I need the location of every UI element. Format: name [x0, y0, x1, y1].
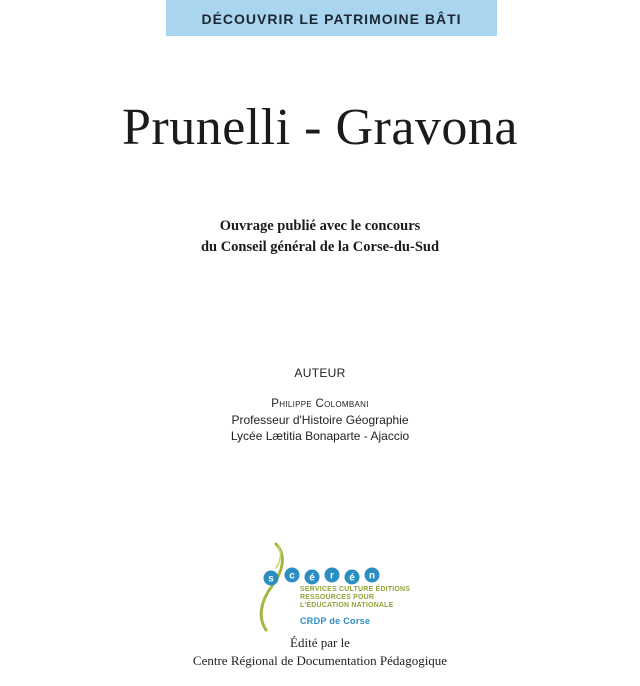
logo-organization: CRDP de Corse — [300, 616, 371, 626]
author-institution: Lycée Lætitia Bonaparte - Ajaccio — [230, 429, 410, 443]
author-block — [0, 396, 640, 444]
svg-text:é: é — [349, 572, 355, 584]
publication-line-2: du Conseil général de la Corse-du-Sud — [200, 239, 440, 255]
publication-line-1: Ouvrage publié avec le concours — [219, 218, 421, 234]
author-role: Professeur d'Histoire Géographie — [231, 413, 409, 427]
author-name: Philippe Colombani — [271, 398, 369, 410]
publication-notice — [0, 216, 640, 258]
header-banner — [166, 0, 497, 36]
svg-text:n: n — [368, 570, 376, 582]
edited-line-1: Édité par le — [290, 635, 350, 650]
logo-swoosh-icon — [261, 544, 282, 630]
svg-text:c: c — [289, 570, 295, 582]
logo-tagline-line-1: SERVICES CULTURE ÉDITIONS — [300, 586, 411, 593]
publisher-info — [0, 634, 640, 670]
logo-tagline-line-2: RESSOURCES POUR — [300, 594, 375, 601]
edited-line-2: Centre Régional de Documentation Pédagogique — [192, 653, 448, 668]
logo-tagline — [300, 586, 410, 610]
svg-text:s: s — [268, 573, 274, 585]
svg-text:r: r — [330, 570, 334, 582]
svg-text:é: é — [309, 572, 315, 584]
header-label: DÉCOUVRIR LE PATRIMOINE BÂTI — [201, 11, 462, 27]
logo-tagline-line-3: L'ÉDUCATION NATIONALE — [300, 602, 394, 609]
page-title: Prunelli - Gravona — [121, 99, 518, 156]
author-heading: AUTEUR — [294, 366, 346, 380]
